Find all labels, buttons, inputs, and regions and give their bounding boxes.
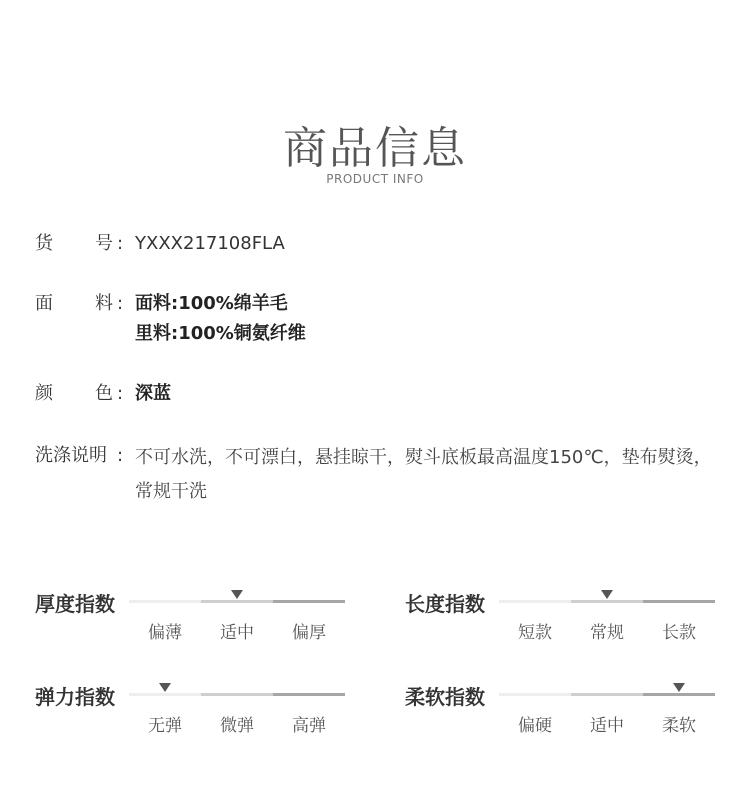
softness-scale-title: 柔软指数 (405, 685, 485, 709)
softness-scale-option: 偏硬 (518, 716, 552, 736)
elasticity-scale-option: 微弹 (220, 716, 254, 736)
length-scale-segment (571, 600, 643, 603)
elasticity-scale-segment (273, 693, 345, 696)
softness-scale-option: 适中 (590, 716, 624, 736)
thickness-scale-option: 适中 (220, 623, 254, 643)
elasticity-scale-segment (201, 693, 273, 696)
elasticity-scale-title: 弹力指数 (35, 685, 115, 709)
fabric-lining-value: 里料:100%铜氨纤维 (135, 323, 306, 344)
length-scale-segment (643, 600, 715, 603)
page-subtitle: PRODUCT INFO (326, 172, 424, 186)
fabric-outer-value: 面料:100%绵羊毛 (135, 293, 288, 314)
length-scale-option: 常规 (590, 623, 624, 643)
care-value: 不可水洗，不可漂白，悬挂晾干，熨斗底板最高温度150℃，垫布熨烫，常规干洗 (135, 447, 712, 502)
length-scale-option: 短款 (518, 623, 552, 643)
thickness-scale-segment (129, 600, 201, 603)
thickness-scale-option: 偏厚 (292, 623, 326, 643)
length-scale-marker-icon (601, 590, 613, 599)
thickness-scale-title: 厚度指数 (35, 592, 115, 616)
softness-scale-option: 柔软 (662, 716, 696, 736)
length-scale-segment (499, 600, 571, 603)
color-value: 深蓝 (135, 383, 171, 404)
elasticity-scale-segment (129, 693, 201, 696)
softness-scale-segment (643, 693, 715, 696)
length-scale-title: 长度指数 (405, 592, 485, 616)
thickness-scale-segment (273, 600, 345, 603)
softness-scale-segment (499, 693, 571, 696)
page-title: 商品信息 (283, 123, 467, 174)
elasticity-scale-option: 无弹 (148, 716, 182, 736)
softness-scale-marker-icon (673, 683, 685, 692)
elasticity-scale-option: 高弹 (292, 716, 326, 736)
thickness-scale-option: 偏薄 (148, 623, 182, 643)
length-scale-option: 长款 (662, 623, 696, 643)
thickness-scale-marker-icon (231, 590, 243, 599)
elasticity-scale-marker-icon (159, 683, 171, 692)
thickness-scale-segment (201, 600, 273, 603)
sku-value: YXXX217108FLA (135, 233, 285, 254)
softness-scale-segment (571, 693, 643, 696)
